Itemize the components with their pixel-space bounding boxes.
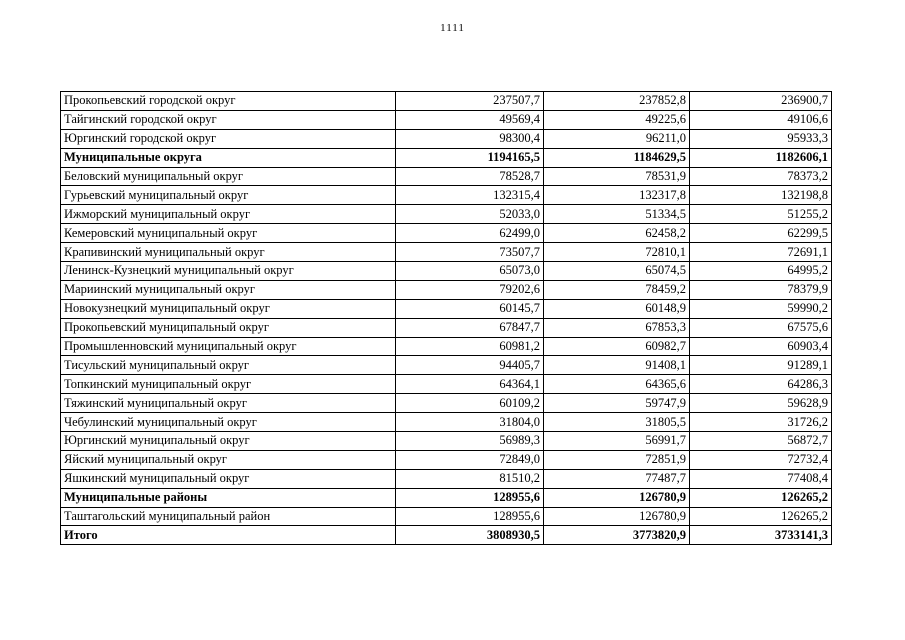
value-cell-3: 67575,6 [690, 318, 832, 337]
value-cell-1: 31804,0 [396, 413, 544, 432]
table-body [61, 92, 832, 545]
value-cell-3: 3733141,3 [690, 526, 832, 545]
value-cell-3: 77408,4 [690, 469, 832, 488]
value-cell-3: 126265,2 [690, 507, 832, 526]
value-cell-2: 91408,1 [544, 356, 690, 375]
value-cell-1: 72849,0 [396, 450, 544, 469]
value-cell-2: 60982,7 [544, 337, 690, 356]
value-cell-3: 72691,1 [690, 243, 832, 262]
row-name-cell: Топкинский муниципальный округ [61, 375, 396, 394]
value-cell-2: 51334,5 [544, 205, 690, 224]
value-cell-3: 91289,1 [690, 356, 832, 375]
value-cell-1: 94405,7 [396, 356, 544, 375]
table-row [61, 280, 832, 299]
value-cell-1: 49569,4 [396, 110, 544, 129]
row-name-cell: Гурьевский муниципальный округ [61, 186, 396, 205]
table-row [61, 432, 832, 451]
table-row [61, 413, 832, 432]
value-cell-2: 96211,0 [544, 129, 690, 148]
value-cell-1: 60145,7 [396, 299, 544, 318]
value-cell-1: 60981,2 [396, 337, 544, 356]
value-cell-1: 73507,7 [396, 243, 544, 262]
value-cell-1: 3808930,5 [396, 526, 544, 545]
value-cell-2: 67853,3 [544, 318, 690, 337]
value-cell-1: 52033,0 [396, 205, 544, 224]
value-cell-1: 98300,4 [396, 129, 544, 148]
value-cell-2: 62458,2 [544, 224, 690, 243]
value-cell-2: 56991,7 [544, 432, 690, 451]
value-cell-2: 72810,1 [544, 243, 690, 262]
table-row [61, 375, 832, 394]
table-row [61, 356, 832, 375]
table-row [61, 243, 832, 262]
table-row [61, 318, 832, 337]
table-row [61, 507, 832, 526]
value-cell-1: 62499,0 [396, 224, 544, 243]
value-cell-1: 60109,2 [396, 394, 544, 413]
table-row [61, 186, 832, 205]
value-cell-1: 78528,7 [396, 167, 544, 186]
row-name-cell: Тисульский муниципальный округ [61, 356, 396, 375]
value-cell-2: 60148,9 [544, 299, 690, 318]
table-row [61, 92, 832, 111]
row-name-cell: Кемеровский муниципальный округ [61, 224, 396, 243]
value-cell-3: 62299,5 [690, 224, 832, 243]
value-cell-2: 64365,6 [544, 375, 690, 394]
row-name-cell: Ленинск-Кузнецкий муниципальный округ [61, 262, 396, 281]
value-cell-1: 128955,6 [396, 507, 544, 526]
table-row [61, 205, 832, 224]
row-name-cell: Тайгинский городской округ [61, 110, 396, 129]
value-cell-1: 65073,0 [396, 262, 544, 281]
value-cell-1: 67847,7 [396, 318, 544, 337]
value-cell-2: 78531,9 [544, 167, 690, 186]
value-cell-2: 126780,9 [544, 507, 690, 526]
row-name-cell: Прокопьевский муниципальный округ [61, 318, 396, 337]
value-cell-2: 1184629,5 [544, 148, 690, 167]
table-row [61, 450, 832, 469]
row-name-cell: Ижморский муниципальный округ [61, 205, 396, 224]
value-cell-1: 64364,1 [396, 375, 544, 394]
value-cell-2: 59747,9 [544, 394, 690, 413]
table-row [61, 488, 832, 507]
value-cell-1: 81510,2 [396, 469, 544, 488]
value-cell-3: 59990,2 [690, 299, 832, 318]
table-row [61, 262, 832, 281]
row-name-cell: Промышленновский муниципальный округ [61, 337, 396, 356]
value-cell-3: 60903,4 [690, 337, 832, 356]
value-cell-1: 79202,6 [396, 280, 544, 299]
row-name-cell: Яшкинский муниципальный округ [61, 469, 396, 488]
row-name-cell: Муниципальные округа [61, 148, 396, 167]
row-name-cell: Прокопьевский городской округ [61, 92, 396, 111]
row-name-cell: Беловский муниципальный округ [61, 167, 396, 186]
table-row [61, 167, 832, 186]
value-cell-3: 64286,3 [690, 375, 832, 394]
value-cell-2: 132317,8 [544, 186, 690, 205]
value-cell-1: 237507,7 [396, 92, 544, 111]
value-cell-3: 132198,8 [690, 186, 832, 205]
value-cell-2: 49225,6 [544, 110, 690, 129]
value-cell-3: 64995,2 [690, 262, 832, 281]
value-cell-2: 72851,9 [544, 450, 690, 469]
table-row [61, 129, 832, 148]
value-cell-3: 72732,4 [690, 450, 832, 469]
row-name-cell: Тяжинский муниципальный округ [61, 394, 396, 413]
value-cell-1: 128955,6 [396, 488, 544, 507]
value-cell-3: 95933,3 [690, 129, 832, 148]
value-cell-1: 132315,4 [396, 186, 544, 205]
row-name-cell: Мариинский муниципальный округ [61, 280, 396, 299]
row-name-cell: Юргинский муниципальный округ [61, 432, 396, 451]
value-cell-3: 31726,2 [690, 413, 832, 432]
row-name-cell: Крапивинский муниципальный округ [61, 243, 396, 262]
value-cell-1: 1194165,5 [396, 148, 544, 167]
table-row [61, 394, 832, 413]
value-cell-3: 51255,2 [690, 205, 832, 224]
value-cell-2: 77487,7 [544, 469, 690, 488]
value-cell-2: 126780,9 [544, 488, 690, 507]
value-cell-3: 126265,2 [690, 488, 832, 507]
value-cell-3: 1182606,1 [690, 148, 832, 167]
table-row [61, 337, 832, 356]
value-cell-2: 65074,5 [544, 262, 690, 281]
value-cell-3: 56872,7 [690, 432, 832, 451]
value-cell-3: 236900,7 [690, 92, 832, 111]
row-name-cell: Итого [61, 526, 396, 545]
row-name-cell: Таштагольский муниципальный район [61, 507, 396, 526]
budget-table [60, 91, 832, 545]
row-name-cell: Муниципальные районы [61, 488, 396, 507]
value-cell-1: 56989,3 [396, 432, 544, 451]
table-row [61, 299, 832, 318]
value-cell-2: 31805,5 [544, 413, 690, 432]
table-row [61, 148, 832, 167]
value-cell-2: 3773820,9 [544, 526, 690, 545]
value-cell-3: 78379,9 [690, 280, 832, 299]
row-name-cell: Юргинский городской округ [61, 129, 396, 148]
value-cell-2: 237852,8 [544, 92, 690, 111]
value-cell-3: 59628,9 [690, 394, 832, 413]
page-number: 1111 [440, 22, 465, 34]
value-cell-3: 49106,6 [690, 110, 832, 129]
table-row [61, 526, 832, 545]
value-cell-2: 78459,2 [544, 280, 690, 299]
row-name-cell: Яйский муниципальный округ [61, 450, 396, 469]
table-row [61, 224, 832, 243]
table-row [61, 469, 832, 488]
row-name-cell: Чебулинский муниципальный округ [61, 413, 396, 432]
value-cell-3: 78373,2 [690, 167, 832, 186]
table-row [61, 110, 832, 129]
row-name-cell: Новокузнецкий муниципальный округ [61, 299, 396, 318]
